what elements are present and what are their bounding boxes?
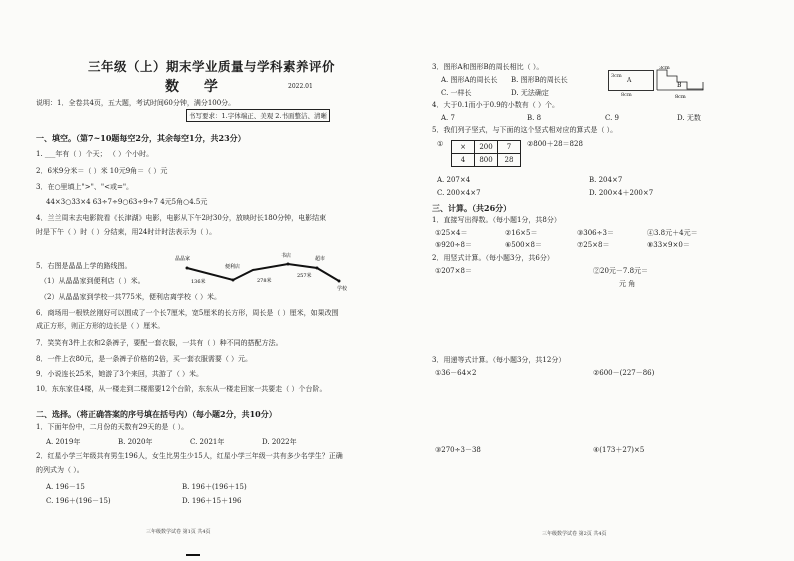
q3-option-a: A. 图形A的周长长 bbox=[441, 76, 498, 84]
question-3-items: 44×3○33×4 63÷7÷9○63÷9÷7 4元5角○4.5元 bbox=[46, 198, 208, 206]
question-4: 4．兰兰周末去电影院看《长津湖》电影，电影从下午2时30分，放映时长180分钟，电影结束 bbox=[36, 214, 327, 222]
question-5: 5．右图是晶晶上学的路线图。 bbox=[36, 262, 132, 270]
choice-1-option-c: C. 2021年 bbox=[190, 438, 225, 446]
choice-1-option-b: B. 2020年 bbox=[118, 438, 153, 446]
route-label-store: 便利店 bbox=[225, 264, 241, 270]
question-3: 3．在○里填上">"、"<或="。 bbox=[36, 183, 134, 191]
choice-question-2-cont: 的列式为（ ）。 bbox=[36, 466, 84, 474]
calc-2-item-2: ②20元－7.8元＝ bbox=[593, 267, 649, 275]
question-10: 10．东东家住4楼，从一楼走到二楼需要12个台阶，东东从一楼走回家一共要走（ ）个台阶。 bbox=[36, 385, 327, 393]
calc-item: ①25×4＝ bbox=[435, 229, 468, 237]
q4-option-b: B. 8 bbox=[527, 114, 542, 122]
choice-1-option-d: D. 2022年 bbox=[262, 438, 297, 446]
calc-2-heading: 2．用竖式计算。（每小题3分，共6分） bbox=[432, 254, 554, 262]
question-5-part-2: （2）从晶晶家到学校一共775米，便利店离学校（ ）米。 bbox=[40, 293, 222, 301]
question-8: 8．一件上衣80元，是一条裤子价格的2倍，买一套衣服需要（ ）元。 bbox=[36, 355, 253, 363]
exam-date: 2022.01 bbox=[288, 83, 313, 90]
q5-formula: ②800＋28＝828 bbox=[527, 140, 583, 148]
question-7: 7．笑笑有3件上衣和2条裤子，要配一套衣服，一共有（ ）种不同的搭配方法。 bbox=[36, 339, 283, 347]
calc-item: ⑥500×8＝ bbox=[505, 241, 542, 249]
calc-item: ②16×5＝ bbox=[505, 229, 538, 237]
figure-a-height: 3cm bbox=[611, 73, 622, 79]
page-footer: 三年级数学试卷 第1页 共4页 bbox=[146, 529, 211, 535]
grid-cell: 4 bbox=[452, 154, 475, 167]
choice-2-option-c: C. 196＋(196－15) bbox=[46, 497, 111, 505]
calc-item: ③306÷3＝ bbox=[577, 229, 614, 237]
question-3: 3．图形A和图形B的周长相比（ ）。 bbox=[432, 63, 544, 71]
route-label-school: 学校 bbox=[337, 286, 348, 292]
question-4: 4．大于0.1而小于0.9的小数有（ ）个。 bbox=[432, 101, 559, 109]
grid-cell: 200 bbox=[475, 141, 498, 154]
route-distance-2: 278米 bbox=[257, 278, 272, 284]
question-6: 6．商场用一根铁丝刚好可以围成了一个长7厘米，宽5厘米的长方形，周长是（ ）厘米，如果改围 bbox=[36, 309, 339, 317]
q3-option-b: B. 图形B的周长长 bbox=[511, 76, 568, 84]
calc-3-item-1: ①36－64×2 bbox=[435, 369, 477, 377]
q4-option-d: D. 无数 bbox=[677, 114, 701, 122]
calc-3-item-4: ④(173＋27)×5 bbox=[593, 446, 645, 454]
calc-item: ⑦25×8＝ bbox=[577, 241, 610, 249]
subject-title: 数 学 bbox=[165, 79, 228, 95]
writing-requirements: 书写要求：1.字体端正、美观 2.书面整洁、清晰 bbox=[186, 109, 330, 122]
q4-option-a: A. 7 bbox=[441, 114, 455, 122]
route-label-market: 超市 bbox=[315, 256, 326, 262]
route-diagram bbox=[175, 252, 355, 292]
calc-item: ⑤920÷8＝ bbox=[435, 241, 472, 249]
grid-cell: 800 bbox=[475, 154, 498, 167]
choice-question-1: 1．下面年份中，二月份的天数有29天的是（ ）。 bbox=[36, 423, 189, 431]
section-fill-blank: 一、填空。（第7~10题每空2分，其余每空1分，共23分） bbox=[36, 133, 246, 143]
figure-b-height: 3cm bbox=[659, 66, 670, 71]
calc-item: ⑧33×9×0＝ bbox=[647, 241, 690, 249]
section-choice: 二、选择。（将正确答案的序号填在括号内）（每小题2分，共10分） bbox=[36, 409, 277, 419]
question-5: 5．我们列子坚式，与下面的这个竖式相对应的算式是（ ）。 bbox=[432, 126, 618, 134]
exam-title: 三年级（上）期末学业质量与学科素养评价 bbox=[88, 59, 336, 74]
q5-option-b: B. 204×7 bbox=[589, 176, 623, 184]
calc-3-heading: 3．用递等式计算。（每小题3分，共12分） bbox=[432, 356, 566, 364]
figure-b-label: B bbox=[677, 82, 682, 89]
calc-1-heading: 1．直接写出得数。（每小题1分，共8分） bbox=[432, 216, 561, 224]
choice-2-option-d: D. 196＋15＋196 bbox=[182, 497, 242, 505]
page-footer: 三年级数学试卷 第2页 共4页 bbox=[542, 531, 607, 537]
figure-b-width: 8cm bbox=[675, 94, 686, 100]
figure-a-width: 8cm bbox=[621, 92, 632, 98]
q4-option-c: C. 9 bbox=[605, 114, 620, 122]
q3-option-c: C. 一样长 bbox=[441, 89, 472, 97]
exam-page-2 bbox=[397, 0, 794, 561]
question-6-cont: 成正方形，则正方形的边长是（ ）厘米。 bbox=[36, 322, 165, 330]
question-2: 2．6米9分米＝（ ）米 10元9角＝（ ）元 bbox=[36, 167, 168, 175]
multiplication-grid bbox=[451, 140, 521, 167]
grid-marker: ① bbox=[437, 140, 444, 148]
choice-2-option-b: B. 196＋(196＋15) bbox=[182, 483, 247, 491]
calc-2-item-1: ①207×8＝ bbox=[435, 267, 472, 275]
question-9: 9．小说连长25米，她游了3个来回，共游了（ ）米。 bbox=[36, 370, 204, 378]
grid-cell: 7 bbox=[498, 141, 521, 154]
choice-1-option-a: A. 2019年 bbox=[46, 438, 81, 446]
calc-item: ④3.8元＋4元＝ bbox=[647, 229, 698, 237]
q3-option-d: D. 无法确定 bbox=[511, 89, 549, 97]
choice-question-2: 2．红星小学三年级共有男生196人，女生比男生少15人，红星小学三年级一共有多少名学生？正确 bbox=[36, 452, 343, 460]
figure-b bbox=[655, 66, 711, 102]
question-5-part-1: （1）从晶晶家到便利店（ ）米。 bbox=[40, 277, 145, 285]
calc-3-item-2: ②600－(227－86) bbox=[593, 369, 655, 377]
calc-3-item-3: ③270÷3－38 bbox=[435, 446, 481, 454]
q5-option-a: A. 207×4 bbox=[437, 176, 471, 184]
grid-cell: × bbox=[452, 141, 475, 154]
route-distance-3: 257米 bbox=[297, 273, 312, 279]
section-calculation: 三、计算。（共26分） bbox=[432, 203, 512, 213]
question-1: 1. ___年有（ ）个天； （ ）个小时。 bbox=[36, 150, 154, 158]
route-label-bookstore: 书店 bbox=[281, 253, 292, 259]
instructions: 说明：1．全卷共4页，五大题，考试时间60分钟，满分100分。 bbox=[36, 99, 236, 107]
grid-cell: 28 bbox=[498, 154, 521, 167]
route-label-home: 晶晶家 bbox=[175, 256, 191, 262]
figure-a bbox=[608, 70, 654, 91]
question-4-cont: 时是下午（ ）时（ ）分结束，用24时计时法表示为（ ）。 bbox=[36, 228, 217, 236]
choice-2-option-a: A. 196－15 bbox=[46, 483, 85, 491]
q5-option-d: D. 200×4＋200×7 bbox=[589, 189, 654, 197]
figure-a-label: A bbox=[627, 77, 632, 84]
calc-2-unit: 元 角 bbox=[619, 280, 636, 288]
page-mark bbox=[186, 554, 200, 556]
route-distance-1: 136米 bbox=[191, 279, 206, 285]
q5-option-c: C. 200×4×7 bbox=[437, 189, 481, 197]
